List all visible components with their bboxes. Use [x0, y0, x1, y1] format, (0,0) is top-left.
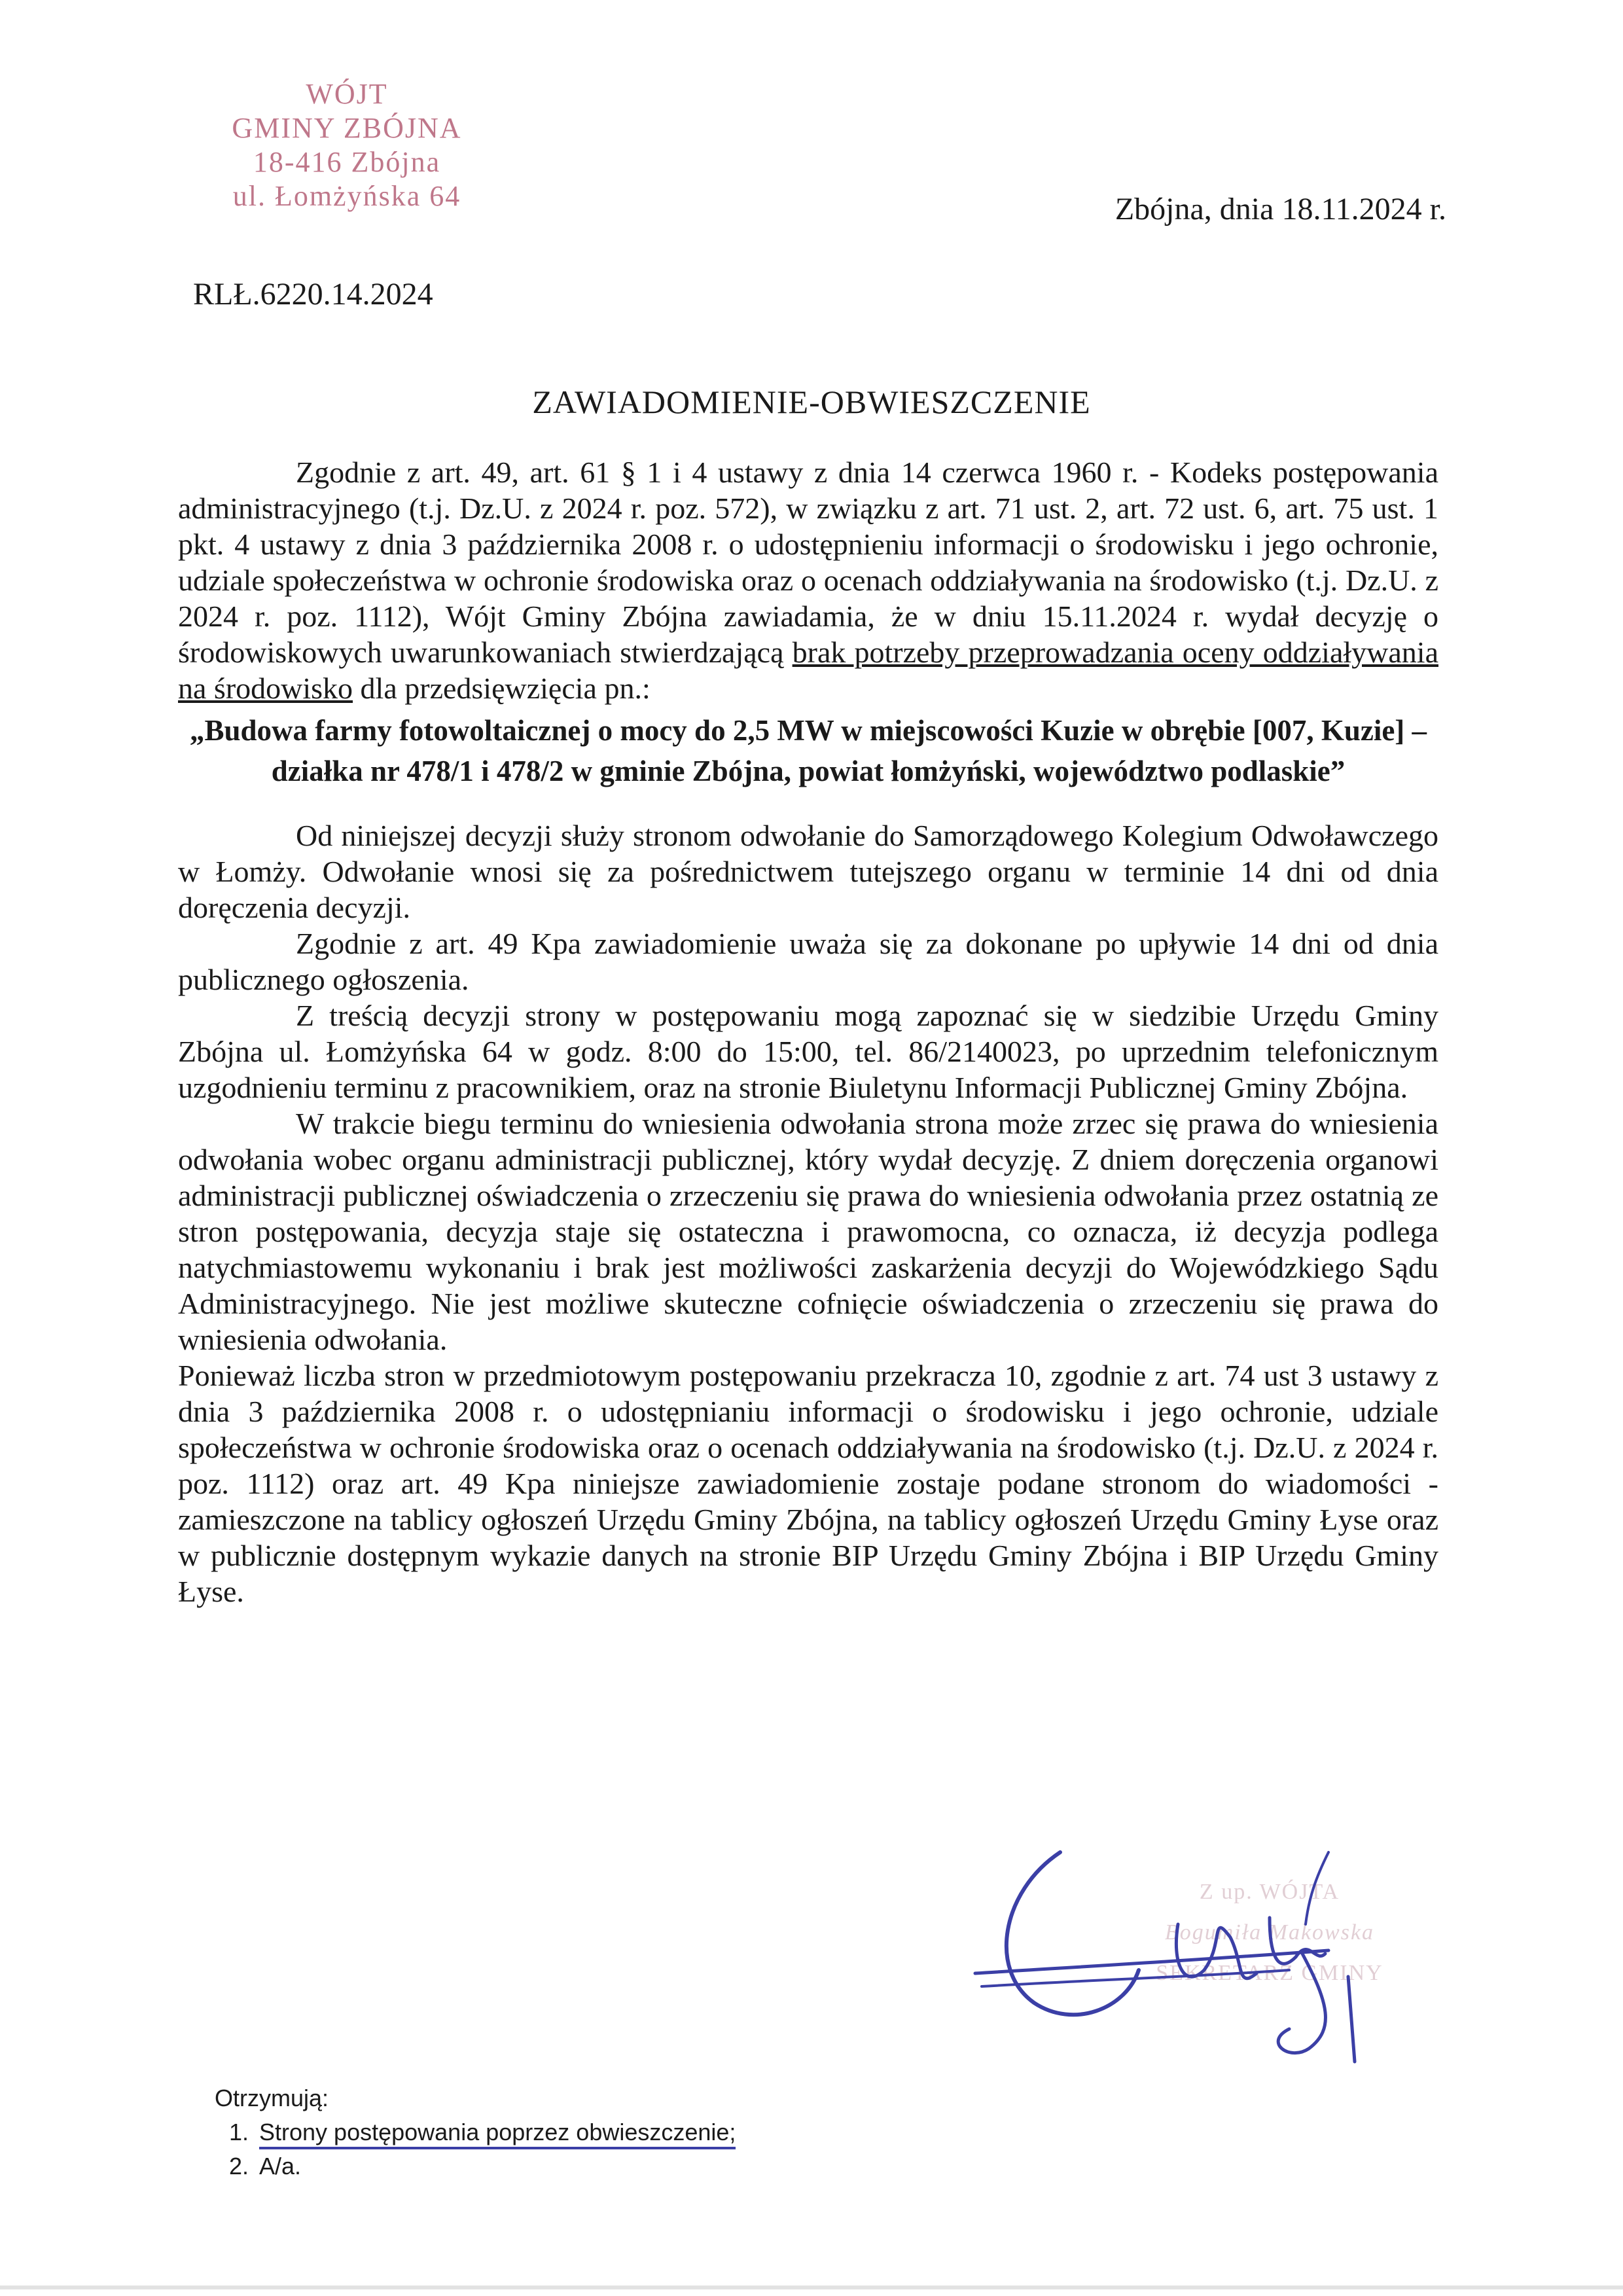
seal-line-position: SEKRETARZ GMINY — [1156, 1961, 1383, 1985]
appeal-paragraph: Od niniejszej decyzji służy stronom odwołanie do Samorządowego Kolegium Odwoławczego w Łomży. Odwołanie wnosi się za pośrednictwem tutejszego organu w terminie 14 dni od dnia doręczenia decyzji. — [178, 819, 1438, 924]
office-stamp — [209, 77, 484, 213]
seal-line-name: Bogumiła Makowska — [1164, 1920, 1375, 1945]
seal-line-authority: Z up. WÓJTA — [1199, 1880, 1340, 1904]
stamp-line-postcode: 18-416 Zbójna — [253, 146, 441, 178]
recipient-item — [255, 2115, 736, 2149]
scan-edge — [0, 2286, 1623, 2289]
stamp-line-municipality: GMINY ZBÓJNA — [232, 112, 462, 144]
document-body — [178, 454, 1438, 1609]
waiver-paragraph: W trakcie biegu terminu do wniesienia odwołania strona może zrzec się prawa do wniesienia odwołania wobec organu administracji publicznej, który wydał decyzję. Z dniem doręczenia organowi administracji publicznej oświadczenia o zrzeczeniu się prawa do wniesienia odwołania przez ostatnią ze stron postępowania, decyzja staje się ostateczna i prawomocna, co oznacza, iż decyzja podlega natychmiastowemu wykonaniu i brak jest możliwości zaskarżenia decyzji do Wojewódzkiego Sądu Administracyjnego. Nie jest możliwe skuteczne cofnięcie oświadczenia o zrzeczeniu się prawa do wniesienia odwołania. — [178, 1107, 1438, 1356]
place-and-date: Zbójna, dnia 18.11.2024 r. — [1115, 192, 1446, 226]
recipients-heading: Otrzymują: — [215, 2085, 329, 2111]
recipients-items — [215, 2115, 736, 2183]
reference-number: RLŁ.6220.14.2024 — [193, 277, 433, 312]
handwritten-signature — [962, 1839, 1433, 2075]
intro-text-2: dla przedsięwzięcia pn.: — [353, 672, 651, 705]
recipient-item-label: Strony postępowania poprzez obwieszczenie; — [259, 2119, 736, 2149]
intro-underlined-text: brak potrzeby przeprowadzania oceny oddziaływania na środowisko — [178, 636, 1438, 705]
access-paragraph: Z treścią decyzji strony w postępowaniu mogą zapoznać się w siedzibie Urzędu Gminy Zbójna ul. Łomżyńska 64 w godz. 8:00 do 15:00, tel. 86/2140023, po uprzednim telefonicznym uzgodnieniu terminu z pracownikiem, oraz na stronie Biuletynu Informacji Publicznej Gminy Zbójna. — [178, 999, 1438, 1104]
project-name: „Budowa farmy fotowoltaicznej o mocy do 2,5 MW w miejscowości Kuzie w obrębie [007, Kuzie] – działka nr 478/1 i 478/2 w gminie Zbójna, powiat łomżyński, województwo podlaskie” — [189, 714, 1427, 787]
intro-text-1: Zgodnie z art. 49, art. 61 § 1 i 4 ustawy z dnia 14 czerwca 1960 r. - Kodeks postępowania administracyjnego (t.j. Dz.U. z 2024 r. poz. 572), w związku z art. 71 ust. 2, art. 72 ust. 6, art. 75 ust. 1 pkt. 4 ustawy z dnia 3 października 2008 r. o udostępnieniu informacji o środowisku i jego ochronie, udziale społeczeństwa w ochronie środowiska oraz o ocenach oddziaływania na środowisko (t.j. Dz.U. z 2024 r. poz. 1112), Wójt Gminy Zbójna zawiadamia, że w dniu 15.11.2024 r. wydał decyzję o środowiskowych uwarunkowaniach stwierdzającą — [178, 456, 1438, 669]
recipients-list — [215, 2081, 736, 2183]
recipient-item — [255, 2149, 736, 2183]
document-title: ZAWIADOMIENIE-OBWIESZCZENIE — [532, 384, 1091, 420]
notice-paragraph: Zgodnie z art. 49 Kpa zawiadomienie uważa się za dokonane po upływie 14 dni od dnia publicznego ogłoszenia. — [178, 927, 1438, 996]
recipient-item-label: A/a. — [259, 2153, 302, 2179]
stamp-line-street: ul. Łomżyńska 64 — [232, 180, 461, 212]
intro-paragraph — [178, 454, 1438, 706]
stamp-line-title: WÓJT — [306, 78, 388, 110]
publication-paragraph: Ponieważ liczba stron w przedmiotowym postępowaniu przekracza 10, zgodnie z art. 74 ust 3 ustawy z dnia 3 października 2008 r. o udostępnianiu informacji o środowisku i jego ochronie, udziale społeczeństwa w ochronie środowiska oraz o ocenach oddziaływania na środowisko (t.j. Dz.U. z 2024 r. poz. 1112) oraz art. 49 Kpa niniejsze zawiadomienie zostaje podane stronom do wiadomości - zamieszczone na tablicy ogłoszeń Urzędu Gminy Zbójna, na tablicy ogłoszeń Urzędu Gminy Łyse oraz w publicznie dostępnym wykazie danych na stronie BIP Urzędu Gminy Zbójna i BIP Urzędu Gminy Łyse. — [178, 1359, 1438, 1608]
